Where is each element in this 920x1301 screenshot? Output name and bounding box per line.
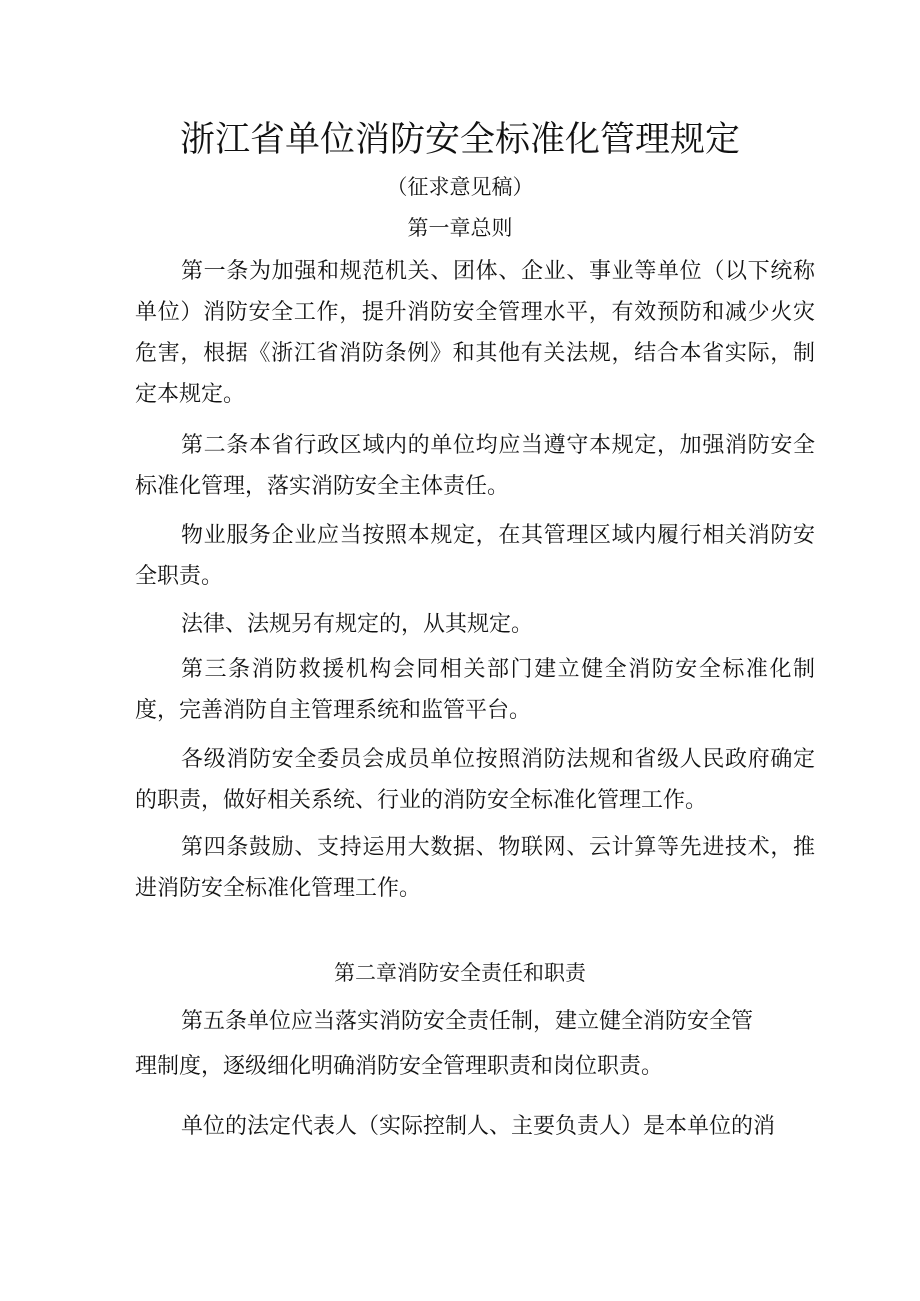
article-paragraph: 第四条鼓励、支持运用大数据、物联网、云计算等先进技术，推进消防安全标准化管理工作。 (135, 835, 815, 901)
article-paragraph: 法律、法规另有规定的，从其规定。 (181, 612, 534, 637)
document-title: 浙江省单位消防安全标准化管理规定 (179, 120, 740, 160)
document-subtitle: （征求意见稿） (386, 175, 534, 199)
article-paragraph: 第二条本省行政区域内的单位均应当遵守本规定，加强消防安全标准化管理，落实消防安全主体责任。 (135, 433, 815, 499)
article-paragraph: 各级消防安全委员会成员单位按照消防法规和省级人民政府确定的职责，做好相关系统、行业的消防安全标准化管理工作。 (135, 747, 815, 813)
article-paragraph: 第三条消防救援机构会同相关部门建立健全消防安全标准化制度，完善消防自主管理系统和监管平台。 (135, 657, 815, 723)
article-paragraph-line: 单位的法定代表人（实际控制人、主要负责人）是本单位的消 (181, 1114, 776, 1139)
article-paragraph-line: 理制度，逐级细化明确消防安全管理职责和岗位职责。 (135, 1054, 664, 1079)
chapter-heading: 第二章消防安全责任和职责 (334, 961, 586, 985)
article-paragraph: 物业服务企业应当按照本规定，在其管理区域内履行相关消防安全职责。 (135, 523, 815, 589)
article-paragraph: 第一条为加强和规范机关、团体、企业、事业等单位（以下统称单位）消防安全工作，提升消防安全管理水平，有效预防和减少火灾危害，根据《浙江省消防条例》和其他有关法规，结合本省实际，制定本规定。 (135, 259, 815, 407)
chapter-heading: 第一章总则 (407, 216, 513, 240)
article-paragraph-line: 第五条单位应当落实消防安全责任制，建立健全消防安全管 (181, 1009, 754, 1034)
